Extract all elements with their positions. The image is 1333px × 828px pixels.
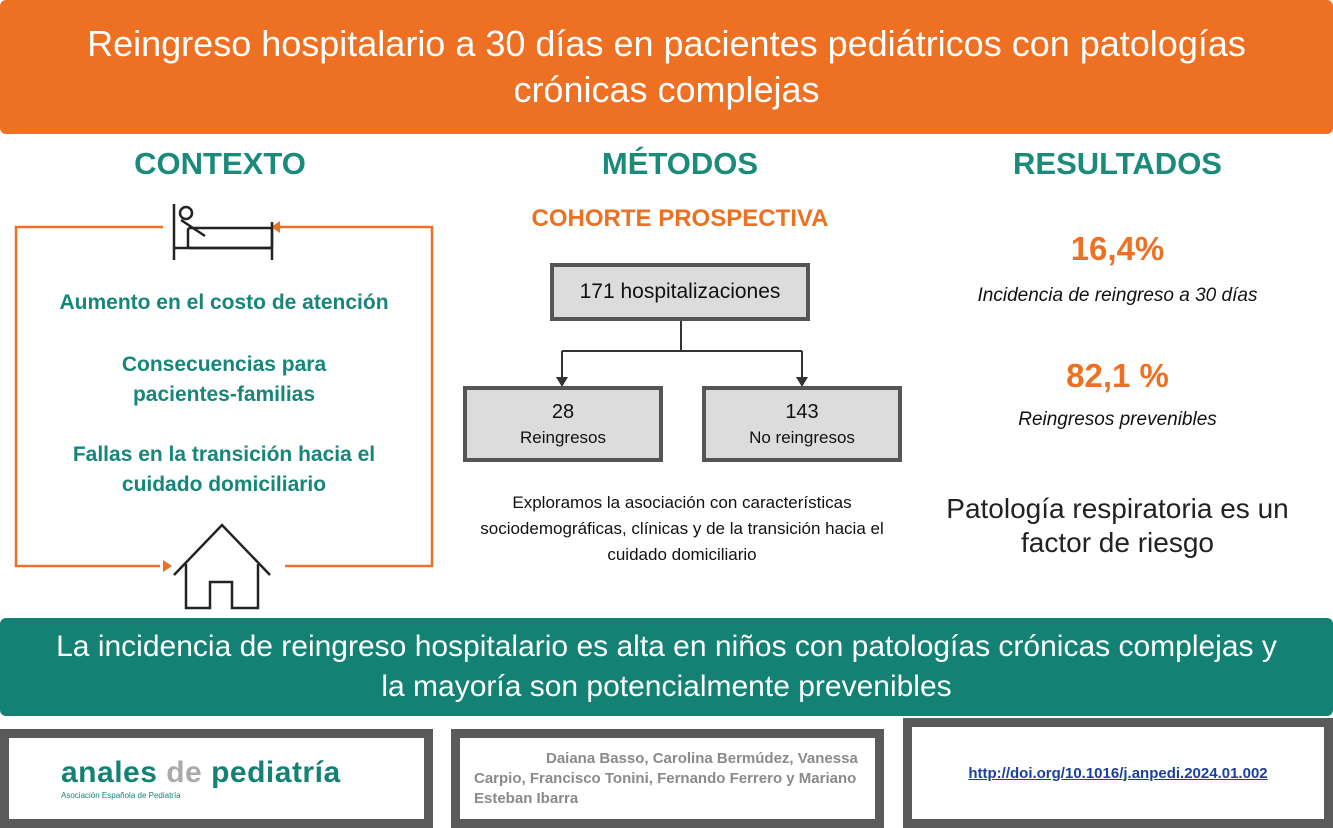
conclusion-banner [0,618,1333,716]
metodos-subheading: COHORTE PROSPECTIVA [531,205,829,232]
logo-text-pediatria: pediatría [202,756,341,789]
conclusion-text: La incidencia de reingreso hospitalario es alta en niños con patologías crónicas complejas y la mayoría son potencialmente prevenibles [56,630,1277,703]
house-icon [174,525,270,608]
arrow-right-to-house [163,560,172,572]
authors-text: Daiana Basso, Carolina Bermúdez, Vanessa Carpio, Francisco Tonini, Fernando Ferrero y Mariano Esteban Ibarra [474,749,858,807]
page-title: Reingreso hospitalario a 30 días en pacientes pediátricos con patologías crónicas complejas [87,23,1246,110]
contexto-item-cost: Aumento en el costo de atención [59,291,389,314]
stat-incidence-value: 16,4% [1070,230,1165,267]
reingresos-label: Reingresos [520,427,606,447]
metodos-heading: MÉTODOS [601,146,759,181]
contexto-item-consequences: Consecuencias para pacientes-familias [121,353,327,406]
journal-logo [61,757,341,789]
journal-logo-subtitle: Asociación Española de Pediatría [61,791,181,800]
logo-text-de: de [166,756,203,789]
logo-text-anales: anales [61,756,167,789]
hospitalizaciones-label: 171 hospitalizaciones [579,280,781,303]
contexto-item-transition: Fallas en la transición hacia el cuidado domiciliario [72,443,376,496]
reingresos-number: 28 [551,400,575,423]
stat-incidence-label: Incidencia de reingreso a 30 días [977,285,1258,306]
no-reingresos-label: No reingresos [749,427,855,447]
reingresos-box [463,386,663,462]
hospitalizaciones-box [550,263,810,321]
doi-link[interactable]: http://doi.org/10.1016/j.anpedi.2024.01.002 [968,764,1268,782]
no-reingresos-number: 143 [785,400,819,423]
no-reingresos-box [702,386,902,462]
resultados-conclusion: Patología respiratoria es un factor de riesgo [946,493,1289,558]
journal-logo-box [0,729,433,828]
title-banner [0,0,1333,134]
stat-preventable-label: Reingresos prevenibles [1018,409,1217,430]
contexto-heading: CONTEXTO [134,146,306,181]
flow-connectors [540,321,820,389]
stat-preventable-value: 82,1 % [1066,357,1169,394]
authors-box [451,729,884,828]
metodos-description: Exploramos la asociación con características sociodemográficas, clínicas y de la transición hacia el cuidado domiciliario [480,493,884,564]
resultados-heading: RESULTADOS [1013,146,1222,181]
hospital-bed-icon [174,204,272,260]
doi-box [903,718,1333,828]
